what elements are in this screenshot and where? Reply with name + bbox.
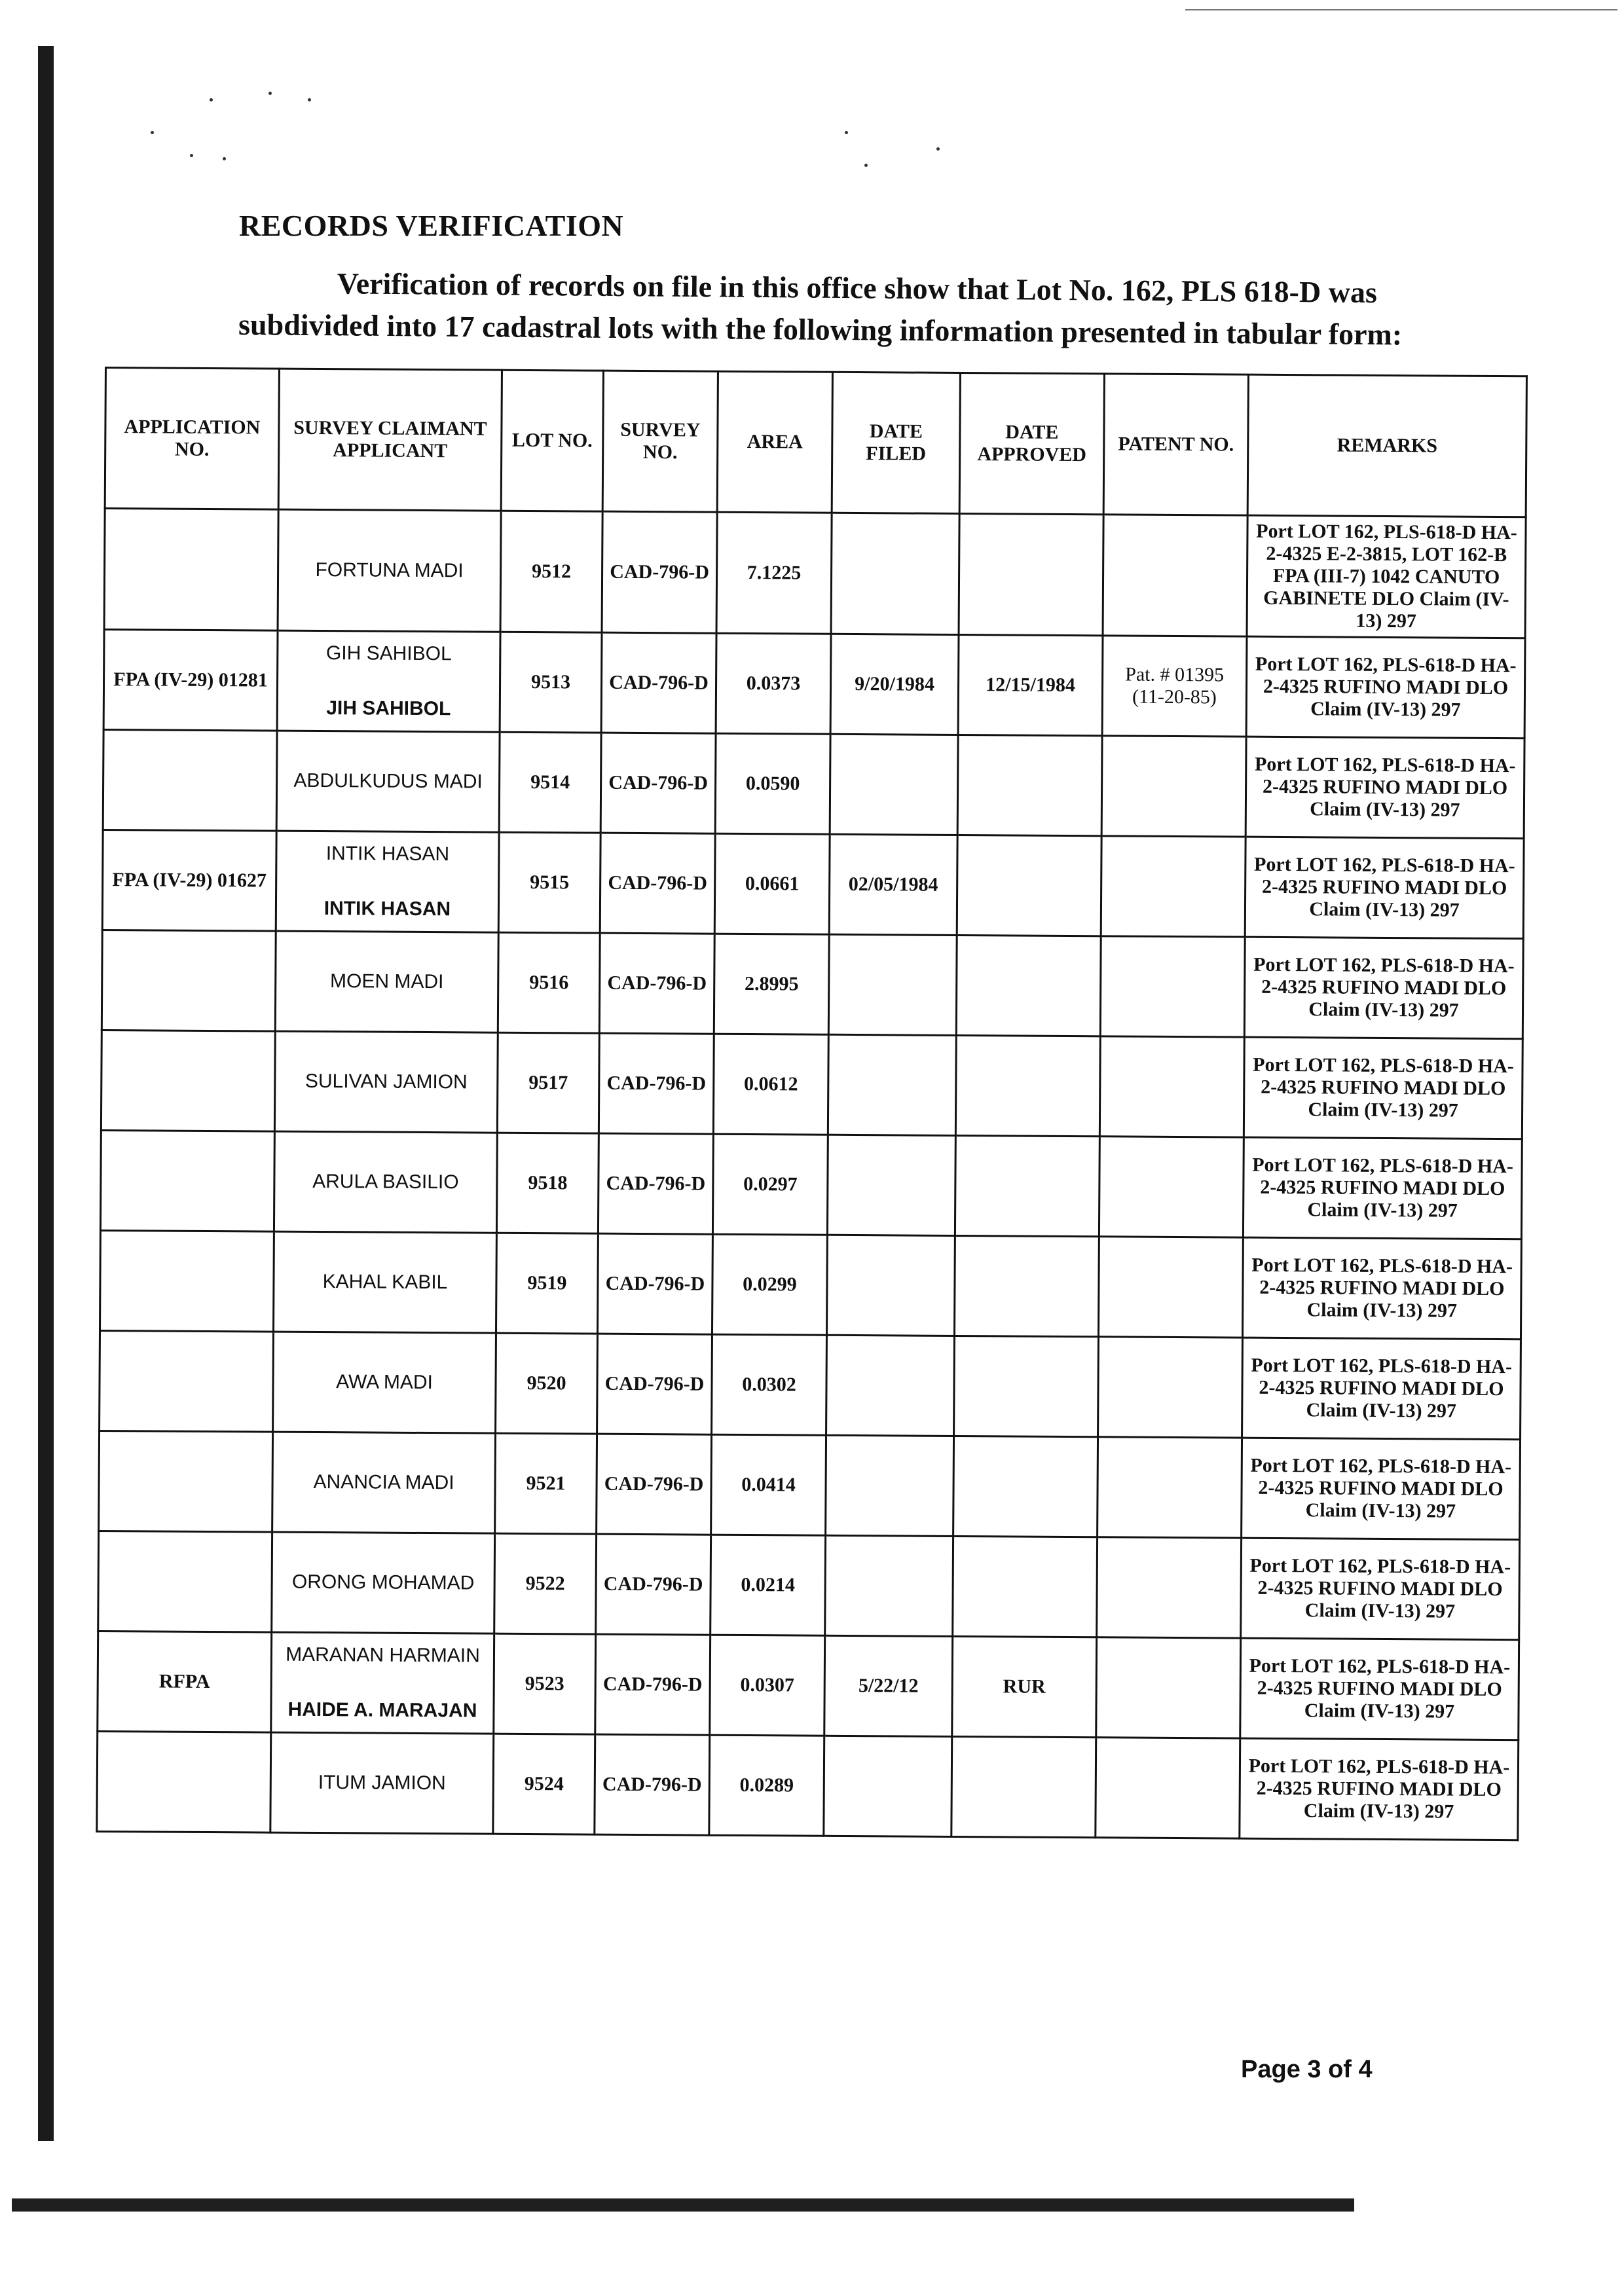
cell-date-filed [824, 1736, 952, 1836]
cell-area: 0.0661 [714, 833, 830, 934]
cell-lot-no: 9523 [494, 1633, 596, 1734]
table-row [97, 1731, 1519, 1840]
cell-application-no [101, 1030, 275, 1131]
cell-claimant [276, 831, 499, 932]
cell-date-filed: 02/05/1984 [829, 834, 957, 935]
survey-claimant: ORONG MOHAMAD [291, 1571, 475, 1594]
cell-lot-no: 9513 [500, 632, 602, 733]
cell-application-no [100, 1330, 274, 1432]
cell-date-approved: 12/15/1984 [958, 634, 1103, 735]
survey-claimant: SULIVAN JAMION [304, 1070, 468, 1093]
cell-survey-no: CAD-796-D [595, 1634, 710, 1735]
cell-date-approved [951, 1736, 1096, 1837]
table-row [103, 630, 1525, 738]
cell-survey-no: CAD-796-D [597, 1334, 712, 1434]
cell-date-approved [953, 1536, 1098, 1637]
cell-date-filed [826, 1235, 955, 1336]
cell-lot-no: 9514 [499, 732, 601, 833]
cell-area: 0.0302 [712, 1334, 827, 1435]
cell-patent-no [1096, 1637, 1241, 1738]
cell-claimant [276, 731, 500, 832]
survey-claimant: FORTUNA MADI [315, 558, 464, 582]
header-area: AREA [717, 371, 832, 513]
scan-border-bottom [12, 2198, 1354, 2212]
survey-claimant: ARULA BASILIO [312, 1170, 459, 1194]
intro-line-1: Verification of records on file in this office show that Lot No. 162, PLS 618-D was [337, 266, 1378, 310]
cell-patent-no [1098, 1337, 1243, 1438]
cell-date-approved [956, 935, 1101, 1036]
cell-remarks: Port LOT 162, PLS-618-D HA-2-4325 RUFINO MADI DLO Claim (IV-13) 297 [1240, 1738, 1519, 1840]
cell-lot-no: 9520 [496, 1333, 598, 1434]
cell-patent-no [1098, 1437, 1242, 1538]
applicant-name: JIH SAHIBOL [326, 697, 451, 720]
header-remarks: REMARKS [1247, 374, 1526, 517]
header-date-approved: DATE APPROVED [959, 373, 1104, 514]
cell-remarks: Port LOT 162, PLS-618-D HA-2-4325 RUFINO MADI DLO Claim (IV-13) 297 [1244, 1037, 1522, 1139]
cell-remarks: Port LOT 162, PLS-618-D HA-2-4325 RUFINO MADI DLO Claim (IV-13) 297 [1246, 636, 1525, 738]
cell-survey-no: CAD-796-D [601, 632, 716, 733]
cell-application-no [99, 1430, 273, 1532]
cell-patent-no [1098, 1237, 1243, 1338]
cell-claimant [270, 1732, 494, 1834]
cell-remarks: Port LOT 162, PLS-618-D HA-2-4325 E-2-3815, LOT 162-B FPA (III-7) 1042 CANUTO GABINETE DLO Claim (IV-13) 297 [1247, 515, 1526, 638]
survey-claimant: INTIK HASAN [325, 843, 450, 866]
cell-claimant [274, 1231, 497, 1333]
cell-date-approved [954, 1336, 1099, 1436]
cell-date-approved [957, 835, 1101, 936]
cell-patent-no [1096, 1738, 1240, 1838]
cell-date-approved [957, 735, 1102, 835]
scan-speck [210, 98, 213, 101]
cell-date-approved: RUR [952, 1636, 1097, 1737]
table-row [100, 1230, 1522, 1339]
cell-date-filed [828, 934, 957, 1035]
cell-application-no: FPA (IV-29) 01627 [102, 829, 276, 931]
cell-application-no [100, 1230, 274, 1332]
applicant-name: INTIK HASAN [323, 898, 451, 920]
cell-area: 0.0612 [713, 1034, 828, 1135]
cell-application-no [100, 1130, 274, 1231]
table-row [101, 1030, 1522, 1139]
survey-claimant: ABDULKUDUS MADI [293, 769, 483, 793]
table-row [103, 729, 1524, 838]
cell-application-no [97, 1731, 271, 1832]
cell-remarks: Port LOT 162, PLS-618-D HA-2-4325 RUFINO MADI DLO Claim (IV-13) 297 [1244, 937, 1523, 1039]
table-row [98, 1631, 1519, 1740]
cell-patent-no [1101, 836, 1246, 937]
cell-date-filed: 9/20/1984 [830, 634, 959, 735]
table-row [102, 829, 1524, 938]
intro-paragraph [238, 262, 1470, 356]
cell-lot-no: 9516 [498, 932, 600, 1033]
table-row [100, 1330, 1521, 1439]
cell-date-filed [830, 734, 958, 835]
cell-survey-no: CAD-796-D [600, 833, 715, 934]
cell-claimant [275, 931, 498, 1032]
cell-patent-no [1099, 1036, 1244, 1137]
cell-patent-no [1101, 736, 1246, 837]
cell-lot-no: 9515 [498, 832, 600, 933]
cell-area: 0.0414 [711, 1434, 826, 1535]
scan-speck [190, 154, 193, 157]
cell-application-no: FPA (IV-29) 01281 [103, 630, 278, 731]
survey-claimant: KAHAL KABIL [322, 1271, 448, 1294]
cell-lot-no: 9517 [497, 1032, 599, 1133]
cell-area: 0.0373 [716, 633, 831, 734]
cell-remarks: Port LOT 162, PLS-618-D HA-2-4325 RUFINO MADI DLO Claim (IV-13) 297 [1246, 737, 1524, 839]
cell-patent-no [1097, 1537, 1242, 1638]
cell-area: 7.1225 [716, 512, 832, 634]
cell-date-approved [955, 1035, 1100, 1136]
cell-date-approved [959, 513, 1103, 635]
cell-area: 0.0307 [710, 1635, 825, 1736]
cell-claimant [278, 509, 501, 632]
cell-lot-no: 9522 [494, 1533, 597, 1634]
cell-remarks: Port LOT 162, PLS-618-D HA-2-4325 RUFINO MADI DLO Claim (IV-13) 297 [1243, 1137, 1522, 1239]
cell-survey-no: CAD-796-D [602, 511, 717, 633]
scan-edge-line [1185, 9, 1617, 10]
cell-survey-no: CAD-796-D [599, 1033, 714, 1134]
table-header-row [105, 368, 1526, 517]
cell-remarks: Port LOT 162, PLS-618-D HA-2-4325 RUFINO MADI DLO Claim (IV-13) 297 [1242, 1237, 1521, 1339]
table-row [99, 1430, 1521, 1539]
cell-lot-no: 9524 [493, 1734, 595, 1834]
cell-remarks: Port LOT 162, PLS-618-D HA-2-4325 RUFINO MADI DLO Claim (IV-13) 297 [1242, 1338, 1521, 1440]
cell-remarks: Port LOT 162, PLS-618-D HA-2-4325 RUFINO MADI DLO Claim (IV-13) 297 [1241, 1538, 1520, 1640]
header-lot-no: LOT NO. [501, 370, 603, 511]
cell-application-no [98, 1531, 272, 1632]
cell-survey-no: CAD-796-D [597, 1434, 712, 1535]
cell-lot-no: 9518 [496, 1133, 599, 1233]
header-application-no: APPLICATION NO. [105, 368, 279, 510]
cell-remarks: Port LOT 162, PLS-618-D HA-2-4325 RUFINO MADI DLO Claim (IV-13) 297 [1240, 1638, 1519, 1740]
survey-claimant: MOEN MADI [330, 970, 444, 993]
applicant-name: HAIDE A. MARAJAN [287, 1698, 477, 1722]
scan-speck [845, 131, 848, 134]
cell-claimant [274, 1131, 497, 1233]
cell-date-approved [953, 1436, 1098, 1537]
cell-date-approved [954, 1235, 1099, 1336]
records-table [96, 367, 1528, 1841]
cell-date-filed [826, 1335, 955, 1436]
cell-claimant [273, 1332, 496, 1433]
scan-speck [864, 164, 868, 167]
cell-claimant [272, 1432, 496, 1533]
cell-date-approved [955, 1135, 1099, 1236]
cell-application-no: RFPA [98, 1631, 272, 1732]
header-date-filed: DATE FILED [832, 372, 960, 513]
cell-application-no [103, 729, 277, 831]
survey-claimant: MARANAN HARMAIN [286, 1643, 480, 1667]
cell-area: 0.0297 [712, 1134, 828, 1235]
cell-lot-no: 9521 [495, 1433, 597, 1534]
cell-date-filed [828, 1034, 956, 1135]
cell-lot-no: 9512 [500, 511, 602, 632]
intro-line-2: subdivided into 17 cadastral lots with the following information presented in tabular form: [238, 307, 1403, 352]
page-number: Page 3 of 4 [1241, 2056, 1373, 2083]
cell-date-filed: 5/22/12 [824, 1635, 953, 1736]
table-row [101, 930, 1523, 1038]
cell-lot-no: 9519 [496, 1233, 598, 1334]
table-row [104, 509, 1526, 638]
survey-claimant: ANANCIA MADI [313, 1470, 454, 1494]
cell-area: 0.0299 [712, 1234, 827, 1335]
scan-border-left [38, 46, 54, 2141]
cell-survey-no: CAD-796-D [597, 1233, 712, 1334]
header-patent-no: PATENT NO. [1103, 374, 1248, 515]
table-row [98, 1531, 1520, 1639]
cell-claimant [274, 1031, 498, 1133]
cell-patent-no: Pat. # 01395 (11-20-85) [1102, 636, 1247, 737]
scan-speck [308, 98, 311, 101]
cell-survey-no: CAD-796-D [598, 1133, 713, 1234]
survey-claimant: GIH SAHIBOL [325, 642, 452, 665]
cell-area: 0.0590 [715, 733, 830, 834]
scan-speck [936, 147, 940, 151]
cell-application-no [104, 509, 278, 631]
survey-claimant: AWA MADI [336, 1371, 434, 1394]
cell-area: 2.8995 [714, 934, 829, 1034]
table-row [100, 1130, 1522, 1239]
document-title: RECORDS VERIFICATION [239, 209, 624, 242]
cell-date-filed [831, 513, 959, 634]
cell-survey-no: CAD-796-D [600, 733, 716, 833]
cell-claimant [277, 630, 500, 732]
cell-remarks: Port LOT 162, PLS-618-D HA-2-4325 RUFINO MADI DLO Claim (IV-13) 297 [1242, 1438, 1521, 1540]
cell-patent-no [1099, 1137, 1244, 1237]
cell-claimant [272, 1532, 495, 1633]
header-survey-no: SURVEY NO. [602, 371, 718, 512]
scan-speck [268, 92, 272, 95]
cell-area: 0.0289 [709, 1735, 824, 1836]
header-survey-claimant: SURVEY CLAIMANT APPLICANT [278, 369, 502, 511]
cell-date-filed [825, 1535, 953, 1636]
cell-date-filed [826, 1435, 954, 1536]
cell-claimant [271, 1632, 494, 1734]
cell-date-filed [827, 1135, 955, 1235]
scan-speck [151, 131, 154, 134]
cell-survey-no: CAD-796-D [599, 933, 714, 1034]
cell-patent-no [1100, 936, 1245, 1037]
scan-speck [223, 157, 226, 160]
cell-area: 0.0214 [710, 1535, 826, 1635]
survey-claimant: ITUM JAMION [318, 1772, 446, 1795]
cell-patent-no [1103, 515, 1247, 636]
cell-application-no [101, 930, 276, 1031]
cell-survey-no: CAD-796-D [596, 1534, 711, 1635]
cell-remarks: Port LOT 162, PLS-618-D HA-2-4325 RUFINO MADI DLO Claim (IV-13) 297 [1245, 837, 1524, 939]
cell-survey-no: CAD-796-D [595, 1734, 710, 1835]
